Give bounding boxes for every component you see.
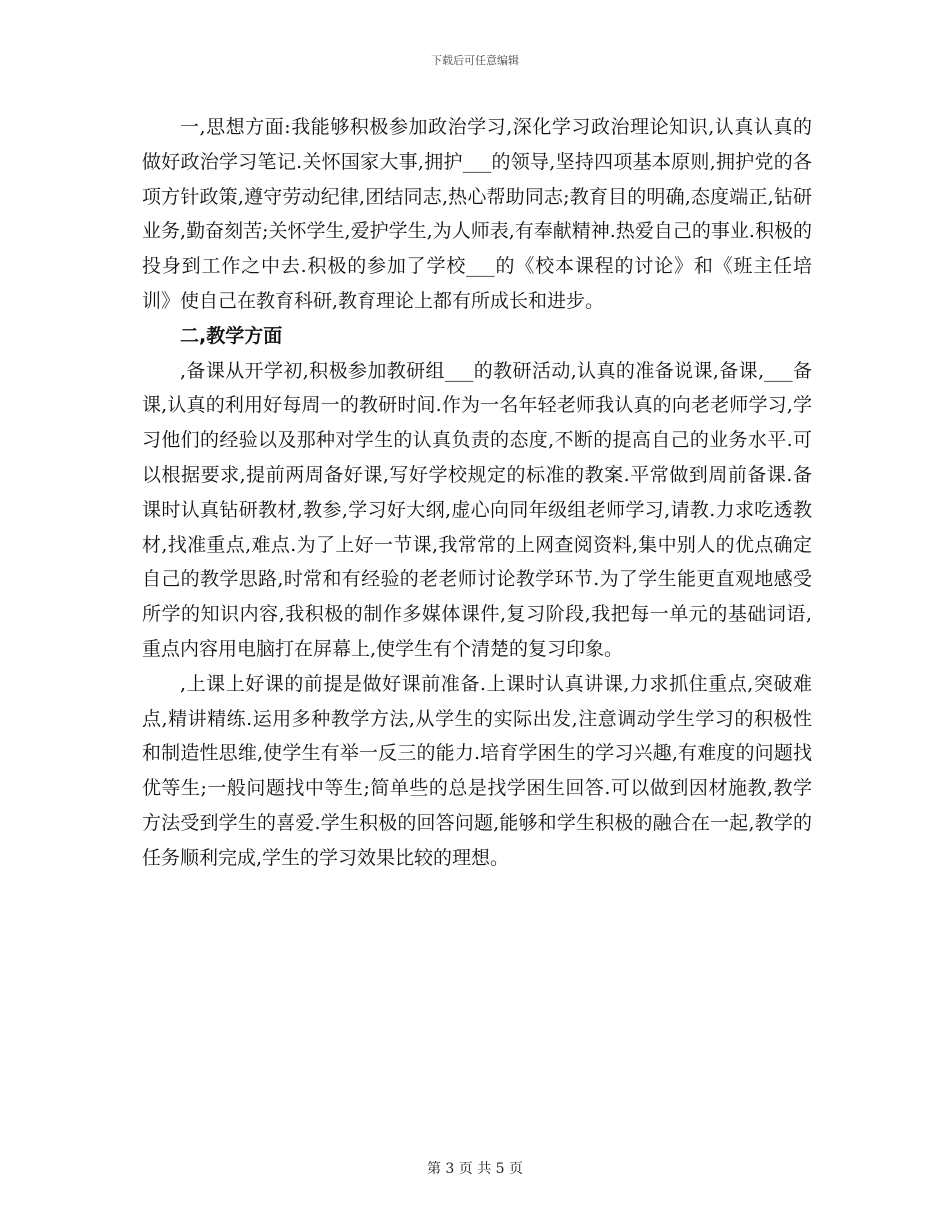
paragraph-lesson-prep: ,备课从开学初,积极参加教研组___的教研活动,认真的准备说课,备课,___备课,认真的利用好每周一的教研时间.作为一名年轻老师我认真的向老老师学习,学习他们的经验以及那种对学生的认真负责的态度,不断的提高自己的业务水平.可以根据要求,提前两周备好课,写好学校规定的标准的教案.平常做到周前备课.备课时认真钻研教材,教参,学习好大纲,虚心向同年级组老师学习,请教.力求吃透教材,找准重点,难点.为了上好一节课,我常常的上网查阅资料,集中别人的优点确定自己的教学思路,时常和有经验的老老师讨论教学环节.为了学生能更直观地感受所学的知识内容,我积极的制作多媒体课件,复习阶段,我把每一单元的基础词语,重点内容用电脑打在屏幕上,使学生有个清楚的复习印象。 [142, 359, 812, 660]
document-body [142, 110, 812, 876]
page-header: 下载后可任意编辑 [431, 54, 519, 67]
section-heading-teaching: 二,教学方面 [180, 324, 283, 347]
paragraph-classroom: ,上课上好课的前提是做好课前准备.上课时认真讲课,力求抓住重点,突破难点,精讲精练.运用多种教学方法,从学生的实际出发,注意调动学生学习的积极性和制造性思维,使学生有举一反三的能力.培育学困生的学习兴趣,有难度的问题找优等生;一般问题找中等生;简单些的总是找学困生回答.可以做到因材施教,教学方法受到学生的喜爱.学生积极的回答问题,能够和学生积极的融合在一起,教学的任务顺利完成,学生的学习效果比较的理想。 [142, 672, 812, 869]
paragraph-ideology: 一,思想方面:我能够积极参加政治学习,深化学习政治理论知识,认真认真的做好政治学习笔记.关怀国家大事,拥护___的领导,坚持四项基本原则,拥护党的各项方针政策,遵守劳动纪律,团结同志,热心帮助同志;教育目的明确,态度端正,钻研业务,勤奋刻苦;关怀学生,爱护学生,为人师表,有奉献精神.热爱自己的事业.积极的投身到工作之中去.积极的参加了学校___的《校本课程的讨论》和《班主任培训》使自己在教育科研,教育理论上都有所成长和进步。 [142, 116, 812, 312]
page-number-footer: 第 3 页 共 5 页 [426, 1161, 524, 1177]
